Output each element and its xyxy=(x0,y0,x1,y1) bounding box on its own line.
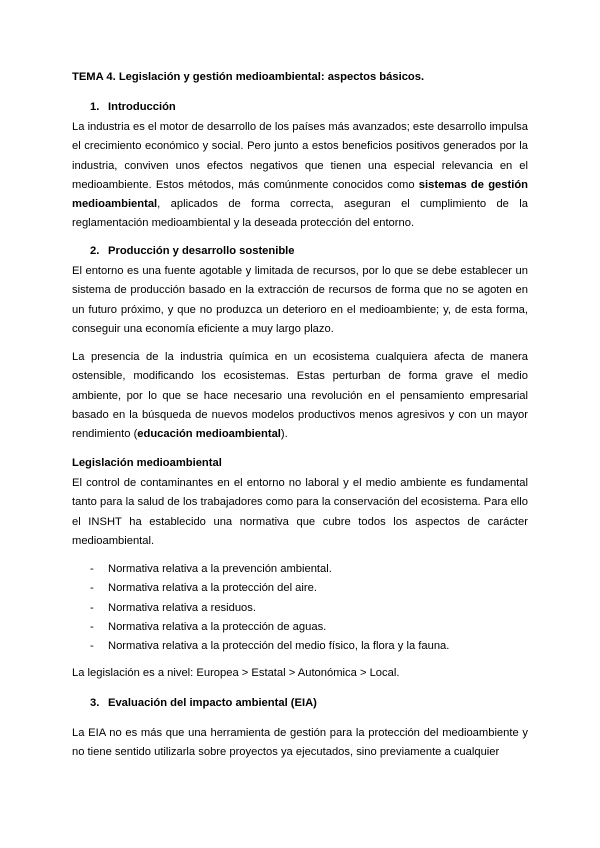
bold-term: sistemas de gestión medioambiental xyxy=(72,178,528,211)
list-dash: - xyxy=(90,620,94,633)
section-number: 3. xyxy=(90,697,100,709)
paragraph-eia: La EIA no es más que una herramienta de gestión para la protección del medioambiente y no tiene sentido utilizarla sobre proyectos ya ejecutados, sino previamente a cualquier xyxy=(72,727,528,759)
paragraph-text: La industria es el motor de desarrollo de los países más avanzados; este desarrollo impulsa el crecimiento económico y social. Pero junto a estos beneficios positivos generados por la industria, conviven unos efectos negativos que tienen una especial relevancia en el medioambiente. Estos métodos, más comúnmente conocidos como xyxy=(72,121,528,191)
list-item-text: Normativa relativa a la protección de aguas. xyxy=(108,620,327,633)
list-item-text: Normativa relativa a la prevención ambiental. xyxy=(108,563,332,575)
list-item-text: Normativa relativa a la protección del medio físico, la flora y la fauna. xyxy=(108,640,450,653)
paragraph-legislacion: El control de contaminantes en el entorno no laboral y el medio ambiente es fundamental tanto para la salud de los trabajadores como para la conservación del ecosistema. Para ello el INSHT ha establecido una normativa que cubre todos los aspectos de carácter medioambiental. xyxy=(72,477,528,547)
section-heading-eia xyxy=(90,694,317,713)
list-dash: - xyxy=(90,563,94,575)
section-title: Producción y desarrollo sostenible xyxy=(108,245,295,257)
list-item xyxy=(90,560,449,579)
paragraph-text: La presencia de la industria química en un ecosistema cualquiera afecta de manera ostensible, modificando los ecosistemas. Estas perturban de forma grave el medio ambiente, por lo que se hace necesario una revolución en el pensamiento empresarial basado en la búsqueda de nuevos modelos productivos menos agresivos y con un mayor rendimiento ( xyxy=(72,351,528,441)
document-title: TEMA 4. Legislación y gestión medioambiental: aspectos básicos. xyxy=(72,71,425,83)
list-dash: - xyxy=(90,601,94,614)
list-dash: - xyxy=(90,582,94,595)
section-title: Introducción xyxy=(108,101,176,113)
paragraph-text: , aplicados de forma correcta, aseguran el cumplimiento de la reglamentación medioambiental y la deseada protección del entorno. xyxy=(72,198,528,230)
section-number: 2. xyxy=(90,245,100,257)
subheading-legislacion: Legislación medioambiental xyxy=(72,457,222,469)
paragraph-legislacion-niveles: La legislación es a nivel: Europea > Estatal > Autonómica > Local. xyxy=(72,667,400,679)
list-item-text: Normativa relativa a la protección del aire. xyxy=(108,582,317,595)
list-item xyxy=(90,637,449,656)
list-item xyxy=(90,599,449,618)
list-item xyxy=(90,618,449,637)
list-item-text: Normativa relativa a residuos. xyxy=(108,601,256,614)
paragraph-produccion-1: El entorno es una fuente agotable y limitada de recursos, por lo que se debe establecer un sistema de producción basado en la extracción de recursos de forma que no se agoten en un futuro próximo, y que no produzca un deterioro en el medioambiente; y, de esta forma, conseguir una economía eficiente a muy largo plazo. xyxy=(72,265,528,335)
normativa-list xyxy=(90,560,449,656)
section-number: 1. xyxy=(90,101,100,113)
bold-term: educación medioambiental xyxy=(137,428,281,441)
list-dash: - xyxy=(90,640,94,653)
section-heading-introduccion xyxy=(90,98,176,117)
section-title: Evaluación del impacto ambiental (EIA) xyxy=(108,697,317,709)
paragraph-text: ). xyxy=(280,428,288,441)
paragraph-introduccion xyxy=(72,118,528,234)
paragraph-produccion-2 xyxy=(72,348,528,444)
list-item xyxy=(90,579,449,598)
section-heading-produccion xyxy=(90,242,295,261)
